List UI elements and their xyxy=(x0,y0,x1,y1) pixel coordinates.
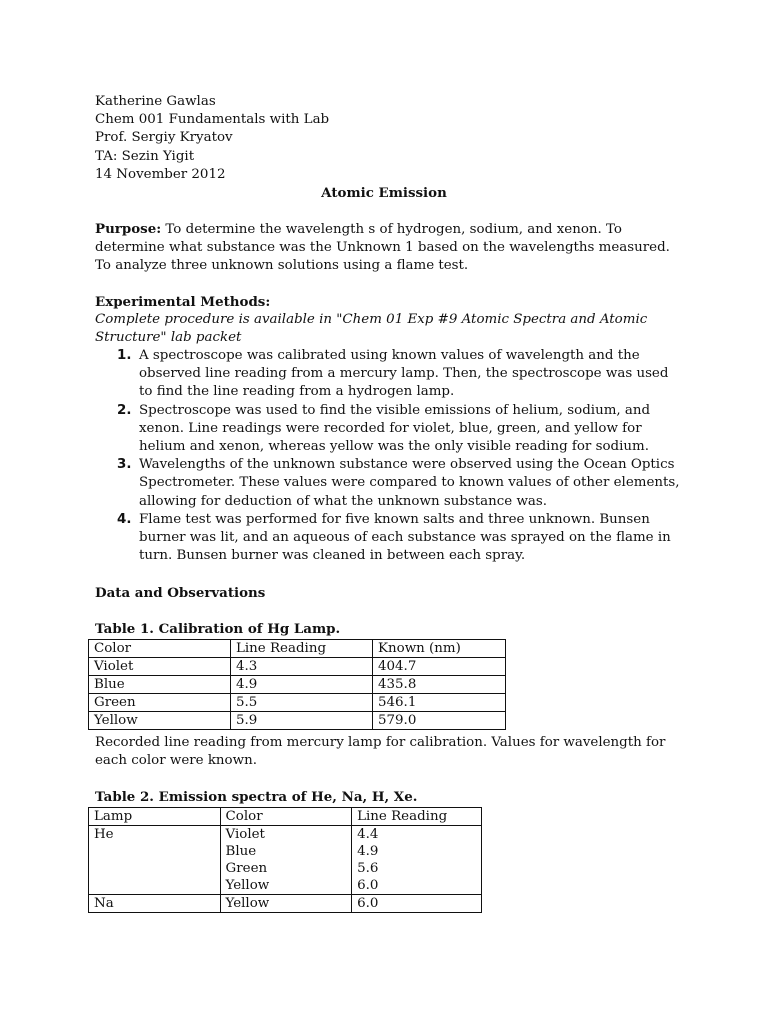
column-header: Lamp xyxy=(89,808,221,826)
purpose-label: Purpose: xyxy=(95,221,162,237)
table-cell: 5.9 xyxy=(231,712,373,730)
table-row xyxy=(89,658,506,676)
purpose-text: To determine the wavelength s of hydrogen, sodium, and xenon. To determine what substance was the Unknown 1 based on the wavelengths measured. To analyze three unknown solutions using a flame test. xyxy=(95,222,670,274)
methods-step xyxy=(95,456,685,511)
methods-note: Complete procedure is available in "Chem 01 Exp #9 Atomic Spectra and Atomic Structure" lab packet xyxy=(95,312,648,346)
table-cell: 404.7 xyxy=(373,658,506,676)
table-cell: 5.6 xyxy=(352,860,482,877)
author-name: Katherine Gawlas xyxy=(95,94,216,109)
ta-name: TA: Sezin Yigit xyxy=(95,148,195,164)
column-header: Known (nm) xyxy=(373,640,506,658)
data-heading: Data and Observations xyxy=(95,585,266,601)
column-header: Line Reading xyxy=(352,808,482,826)
lamp-cell: He xyxy=(89,826,221,895)
table-cell: 4.9 xyxy=(231,676,373,694)
table1-caption: Table 1. Calibration of Hg Lamp. xyxy=(95,621,341,637)
table-cell: 546.1 xyxy=(373,694,506,712)
report-date: 14 November 2012 xyxy=(95,166,226,182)
table-cell: Green xyxy=(220,860,352,877)
calibration-table xyxy=(88,639,506,730)
table1-note: Recorded line reading from mercury lamp for calibration. Values for wavelength for each color were known. xyxy=(95,735,666,769)
document-header xyxy=(95,93,329,184)
table2-caption: Table 2. Emission spectra of He, Na, H, Xe. xyxy=(95,789,418,805)
table-row xyxy=(89,826,482,844)
step-number: 3. xyxy=(117,457,132,473)
table-cell: 4.4 xyxy=(352,826,482,844)
table-cell: Violet xyxy=(89,658,231,676)
column-header: Line Reading xyxy=(231,640,373,658)
table-cell: Yellow xyxy=(220,895,352,913)
table-cell: 579.0 xyxy=(373,712,506,730)
table-cell: Yellow xyxy=(220,877,352,895)
step-text: A spectroscope was calibrated using known values of wavelength and the observed line reading from a mercury lamp. Then, the spectroscope was used to find the line reading from a hydrogen lamp. xyxy=(139,348,669,400)
table-cell: 5.5 xyxy=(231,694,373,712)
step-text: Flame test was performed for five known salts and three unknown. Bunsen burner was lit, and an aqueous of each substance was sprayed on the flame in turn. Bunsen burner was cleaned in between each spray. xyxy=(139,511,671,564)
step-number: 2. xyxy=(117,402,132,418)
table-header-row xyxy=(89,808,482,826)
column-header: Color xyxy=(220,808,352,826)
methods-heading: Experimental Methods: xyxy=(95,294,271,310)
table-cell: 4.3 xyxy=(231,658,373,676)
document-title: Atomic Emission xyxy=(321,185,447,201)
table-row xyxy=(89,694,506,712)
table-row xyxy=(89,895,482,913)
table-cell: 435.8 xyxy=(373,676,506,694)
table-cell: Blue xyxy=(89,676,231,694)
table-cell: Violet xyxy=(220,826,352,844)
methods-step xyxy=(95,402,685,457)
table-cell: Blue xyxy=(220,843,352,860)
table-row xyxy=(89,676,506,694)
professor-name: Prof. Sergiy Kryatov xyxy=(95,130,233,146)
column-header: Color xyxy=(89,640,231,658)
step-text: Wavelengths of the unknown substance were observed using the Ocean Optics Spectrometer. These values were compared to known values of other elements, allowing for deduction of what the unknown substance was. xyxy=(139,457,680,509)
table-cell: 6.0 xyxy=(352,877,482,895)
methods-step xyxy=(95,347,685,402)
step-number: 4. xyxy=(117,511,132,527)
step-number: 1. xyxy=(117,348,132,363)
course-name: Chem 001 Fundamentals with Lab xyxy=(95,112,330,128)
table-header-row xyxy=(89,640,506,658)
step-text: Spectroscope was used to find the visible emissions of helium, sodium, and xenon. Line readings were recorded for violet, blue, green, and yellow for helium and xenon, whereas yellow was the only visible reading for sodium. xyxy=(139,402,651,455)
table-cell: Green xyxy=(89,694,231,712)
table-cell: 4.9 xyxy=(352,843,482,860)
methods-steps-list xyxy=(95,347,685,565)
table-cell: Yellow xyxy=(89,712,231,730)
purpose-paragraph xyxy=(95,220,675,276)
emission-spectra-table xyxy=(88,807,482,913)
table-row xyxy=(89,712,506,730)
methods-step xyxy=(95,511,685,566)
table-cell: 6.0 xyxy=(352,895,482,913)
lamp-cell: Na xyxy=(89,895,221,913)
